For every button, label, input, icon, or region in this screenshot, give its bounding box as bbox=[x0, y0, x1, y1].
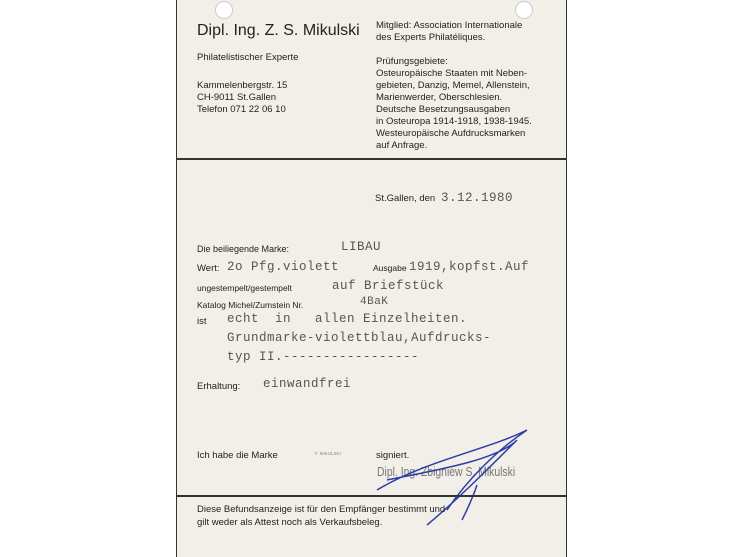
wert-label: Wert: bbox=[197, 263, 220, 274]
marke-value: LIBAU bbox=[341, 240, 382, 254]
date-value: 3.12.1980 bbox=[441, 191, 514, 205]
areas-heading: Prüfungsgebiete: bbox=[376, 56, 448, 67]
stempel-value: auf Briefstück bbox=[332, 279, 445, 293]
footer-line: Diese Befundsanzeige ist für den Empfänger bestimmt und bbox=[197, 504, 446, 515]
signed-text: Ich habe die Marke bbox=[197, 450, 278, 461]
area-line: Deutsche Besetzungsausgaben bbox=[376, 104, 511, 115]
divider bbox=[177, 158, 566, 160]
address-line: Telefon 071 22 06 10 bbox=[197, 104, 286, 115]
divider bbox=[177, 495, 566, 497]
footer-line: gilt weder als Attest noch als Verkaufsbeleg. bbox=[197, 517, 383, 528]
erhaltung-label: Erhaltung: bbox=[197, 381, 241, 392]
erhaltung-value: einwandfrei bbox=[263, 377, 352, 391]
katalog-value: 4BaK bbox=[360, 296, 389, 308]
area-line: auf Anfrage. bbox=[376, 140, 428, 151]
signed-text-end: signiert. bbox=[376, 450, 410, 461]
printed-name: Dipl. Ing. Zbigniew S. Mikulski bbox=[377, 464, 516, 479]
area-line: Marienwerder, Oberschlesien. bbox=[376, 92, 503, 103]
ist-line: typ II.----------------- bbox=[227, 350, 420, 364]
address-line: Kammelenbergstr. 15 bbox=[197, 80, 288, 91]
area-line: Westeuropäische Aufdrucksmarken bbox=[376, 128, 526, 139]
ist-line: Grundmarke-violettblau,Aufdrucks- bbox=[227, 331, 492, 345]
punch-hole bbox=[515, 1, 533, 19]
area-line: Osteuropäische Staaten mit Neben- bbox=[376, 68, 528, 79]
certificate bbox=[176, 0, 567, 557]
membership-line: Mitglied: Association Internationale bbox=[376, 20, 523, 31]
stempel-label: ungestempelt/gestempelt bbox=[197, 283, 292, 293]
ausgabe-label: Ausgabe bbox=[373, 263, 407, 273]
signature-stamp: F. MIKULSKI bbox=[315, 451, 341, 456]
expert-name: Dipl. Ing. Z. S. Mikulski bbox=[197, 22, 360, 39]
expert-title: Philatelistischer Experte bbox=[197, 52, 299, 63]
membership-line: des Experts Philatéliques. bbox=[376, 32, 486, 43]
area-line: gebieten, Danzig, Memel, Allenstein, bbox=[376, 80, 530, 91]
punch-hole bbox=[215, 1, 233, 19]
katalog-label: Katalog Michel/Zumstein Nr. bbox=[197, 300, 304, 310]
area-line: in Osteuropa 1914-1918, 1938-1945. bbox=[376, 116, 532, 127]
ist-label: ist bbox=[197, 316, 207, 327]
address-line: CH-9011 St.Gallen bbox=[197, 92, 277, 103]
ausgabe-value: 1919,kopfst.Auf bbox=[409, 260, 530, 274]
ist-line: echt in allen Einzelheiten. bbox=[227, 312, 468, 326]
marke-label: Die beiliegende Marke: bbox=[197, 244, 290, 254]
date-label: St.Gallen, den bbox=[375, 193, 436, 204]
wert-value: 2o Pfg.violett bbox=[227, 260, 340, 274]
